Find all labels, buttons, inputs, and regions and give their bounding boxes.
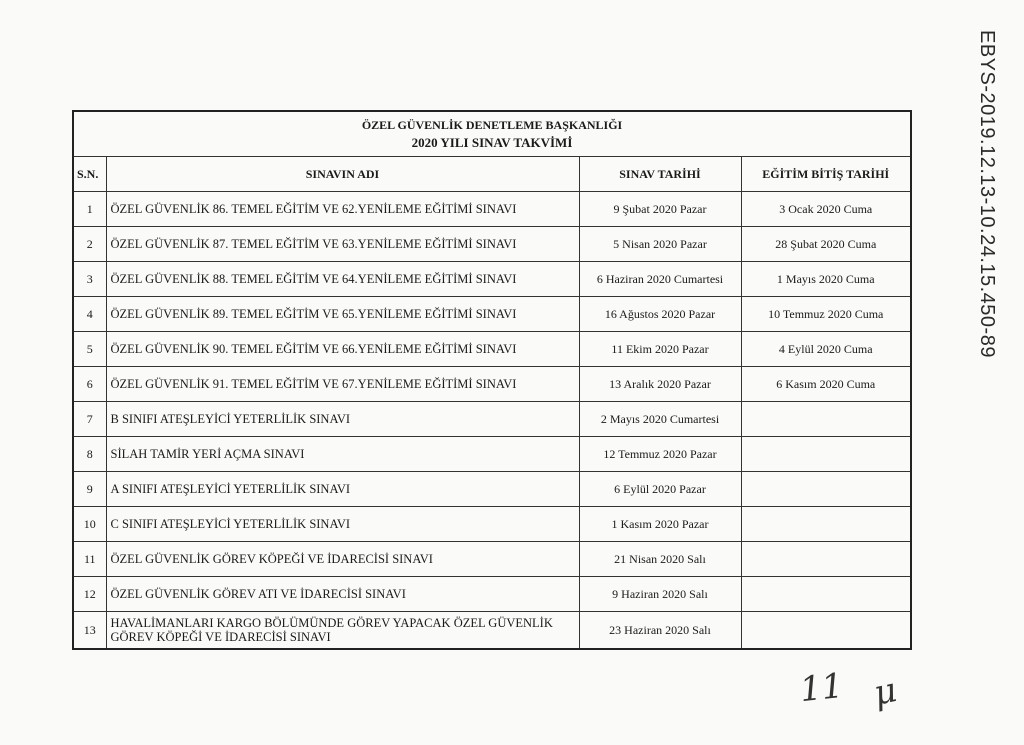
exam-name: ÖZEL GÜVENLİK 90. TEMEL EĞİTİM VE 66.YENİLEME EĞİTİMİ SINAVI: [106, 332, 579, 367]
exam-name: A SINIFI ATEŞLEYİCİ YETERLİLİK SINAVI: [106, 472, 579, 507]
exam-name: ÖZEL GÜVENLİK GÖREV KÖPEĞİ VE İDARECİSİ SINAVI: [106, 542, 579, 577]
row-number: 1: [73, 192, 106, 227]
exam-date: 1 Kasım 2020 Pazar: [579, 507, 741, 542]
row-number: 10: [73, 507, 106, 542]
exam-date: 23 Haziran 2020 Salı: [579, 612, 741, 650]
row-number: 7: [73, 402, 106, 437]
header-row: [73, 157, 911, 192]
column-header-date: SINAV TARİHİ: [579, 157, 741, 192]
training-end-date: 4 Eylül 2020 Cuma: [741, 332, 911, 367]
table-row: [73, 437, 911, 472]
table-row: [73, 192, 911, 227]
row-number: 13: [73, 612, 106, 650]
row-number: 8: [73, 437, 106, 472]
exam-name: ÖZEL GÜVENLİK 87. TEMEL EĞİTİM VE 63.YENİLEME EĞİTİMİ SINAVI: [106, 227, 579, 262]
training-end-date: 1 Mayıs 2020 Cuma: [741, 262, 911, 297]
table-row: [73, 332, 911, 367]
training-end-date: 28 Şubat 2020 Cuma: [741, 227, 911, 262]
exam-date: 11 Ekim 2020 Pazar: [579, 332, 741, 367]
table-row: [73, 297, 911, 332]
table-row: [73, 472, 911, 507]
table-row: [73, 507, 911, 542]
handwritten-mark-1: 11: [798, 665, 846, 711]
exam-name: C SINIFI ATEŞLEYİCİ YETERLİLİK SINAVI: [106, 507, 579, 542]
exam-date: 16 Ağustos 2020 Pazar: [579, 297, 741, 332]
row-number: 4: [73, 297, 106, 332]
column-header-end: EĞİTİM BİTİŞ TARİHİ: [741, 157, 911, 192]
training-end-date: [741, 577, 911, 612]
table-row: [73, 542, 911, 577]
training-end-date: [741, 612, 911, 650]
exam-name: ÖZEL GÜVENLİK 86. TEMEL EĞİTİM VE 62.YENİLEME EĞİTİMİ SINAVI: [106, 192, 579, 227]
exam-date: 13 Aralık 2020 Pazar: [579, 367, 741, 402]
row-number: 5: [73, 332, 106, 367]
table-title: [73, 111, 911, 157]
exam-name: ÖZEL GÜVENLİK 91. TEMEL EĞİTİM VE 67.YENİLEME EĞİTİMİ SINAVI: [106, 367, 579, 402]
row-number: 11: [73, 542, 106, 577]
row-number: 12: [73, 577, 106, 612]
title-line-2: 2020 YILI SINAV TAKVİMİ: [411, 135, 573, 150]
exam-date: 6 Haziran 2020 Cumartesi: [579, 262, 741, 297]
document-stamp: EBYS-2019.12.13-10.24.15.450-89: [976, 30, 998, 358]
exam-date: 6 Eylül 2020 Pazar: [579, 472, 741, 507]
exam-date: 12 Temmuz 2020 Pazar: [579, 437, 741, 472]
training-end-date: [741, 472, 911, 507]
row-number: 6: [73, 367, 106, 402]
exam-date: 2 Mayıs 2020 Cumartesi: [579, 402, 741, 437]
table-row: [73, 227, 911, 262]
exam-name: ÖZEL GÜVENLİK GÖREV ATI VE İDARECİSİ SINAVI: [106, 577, 579, 612]
training-end-date: 6 Kasım 2020 Cuma: [741, 367, 911, 402]
handwritten-mark-2: μ: [870, 670, 901, 714]
exam-date: 9 Şubat 2020 Pazar: [579, 192, 741, 227]
row-number: 9: [73, 472, 106, 507]
training-end-date: 3 Ocak 2020 Cuma: [741, 192, 911, 227]
table-row: [73, 402, 911, 437]
training-end-date: [741, 437, 911, 472]
exam-name: B SINIFI ATEŞLEYİCİ YETERLİLİK SINAVI: [106, 402, 579, 437]
table-body: [73, 192, 911, 650]
table-row: [73, 367, 911, 402]
training-end-date: [741, 402, 911, 437]
exam-date: 21 Nisan 2020 Salı: [579, 542, 741, 577]
exam-name: ÖZEL GÜVENLİK 89. TEMEL EĞİTİM VE 65.YENİLEME EĞİTİMİ SINAVI: [106, 297, 579, 332]
table-row: [73, 262, 911, 297]
exam-date: 5 Nisan 2020 Pazar: [579, 227, 741, 262]
exam-date: 9 Haziran 2020 Salı: [579, 577, 741, 612]
exam-schedule-table: [72, 110, 912, 650]
row-number: 2: [73, 227, 106, 262]
column-header-name: SINAVIN ADI: [106, 157, 579, 192]
row-number: 3: [73, 262, 106, 297]
title-line-1: ÖZEL GÜVENLİK DENETLEME BAŞKANLIĞI: [361, 118, 623, 132]
training-end-date: 10 Temmuz 2020 Cuma: [741, 297, 911, 332]
training-end-date: [741, 542, 911, 577]
exam-name: ÖZEL GÜVENLİK 88. TEMEL EĞİTİM VE 64.YENİLEME EĞİTİMİ SINAVI: [106, 262, 579, 297]
table-row: [73, 612, 911, 650]
exam-name: HAVALİMANLARI KARGO BÖLÜMÜNDE GÖREV YAPACAK ÖZEL GÜVENLİK GÖREV KÖPEĞİ VE İDARECİSİ SINAVI: [106, 612, 579, 650]
column-header-sn: S.N.: [73, 157, 106, 192]
training-end-date: [741, 507, 911, 542]
table-row: [73, 577, 911, 612]
exam-name: SİLAH TAMİR YERİ AÇMA SINAVI: [106, 437, 579, 472]
